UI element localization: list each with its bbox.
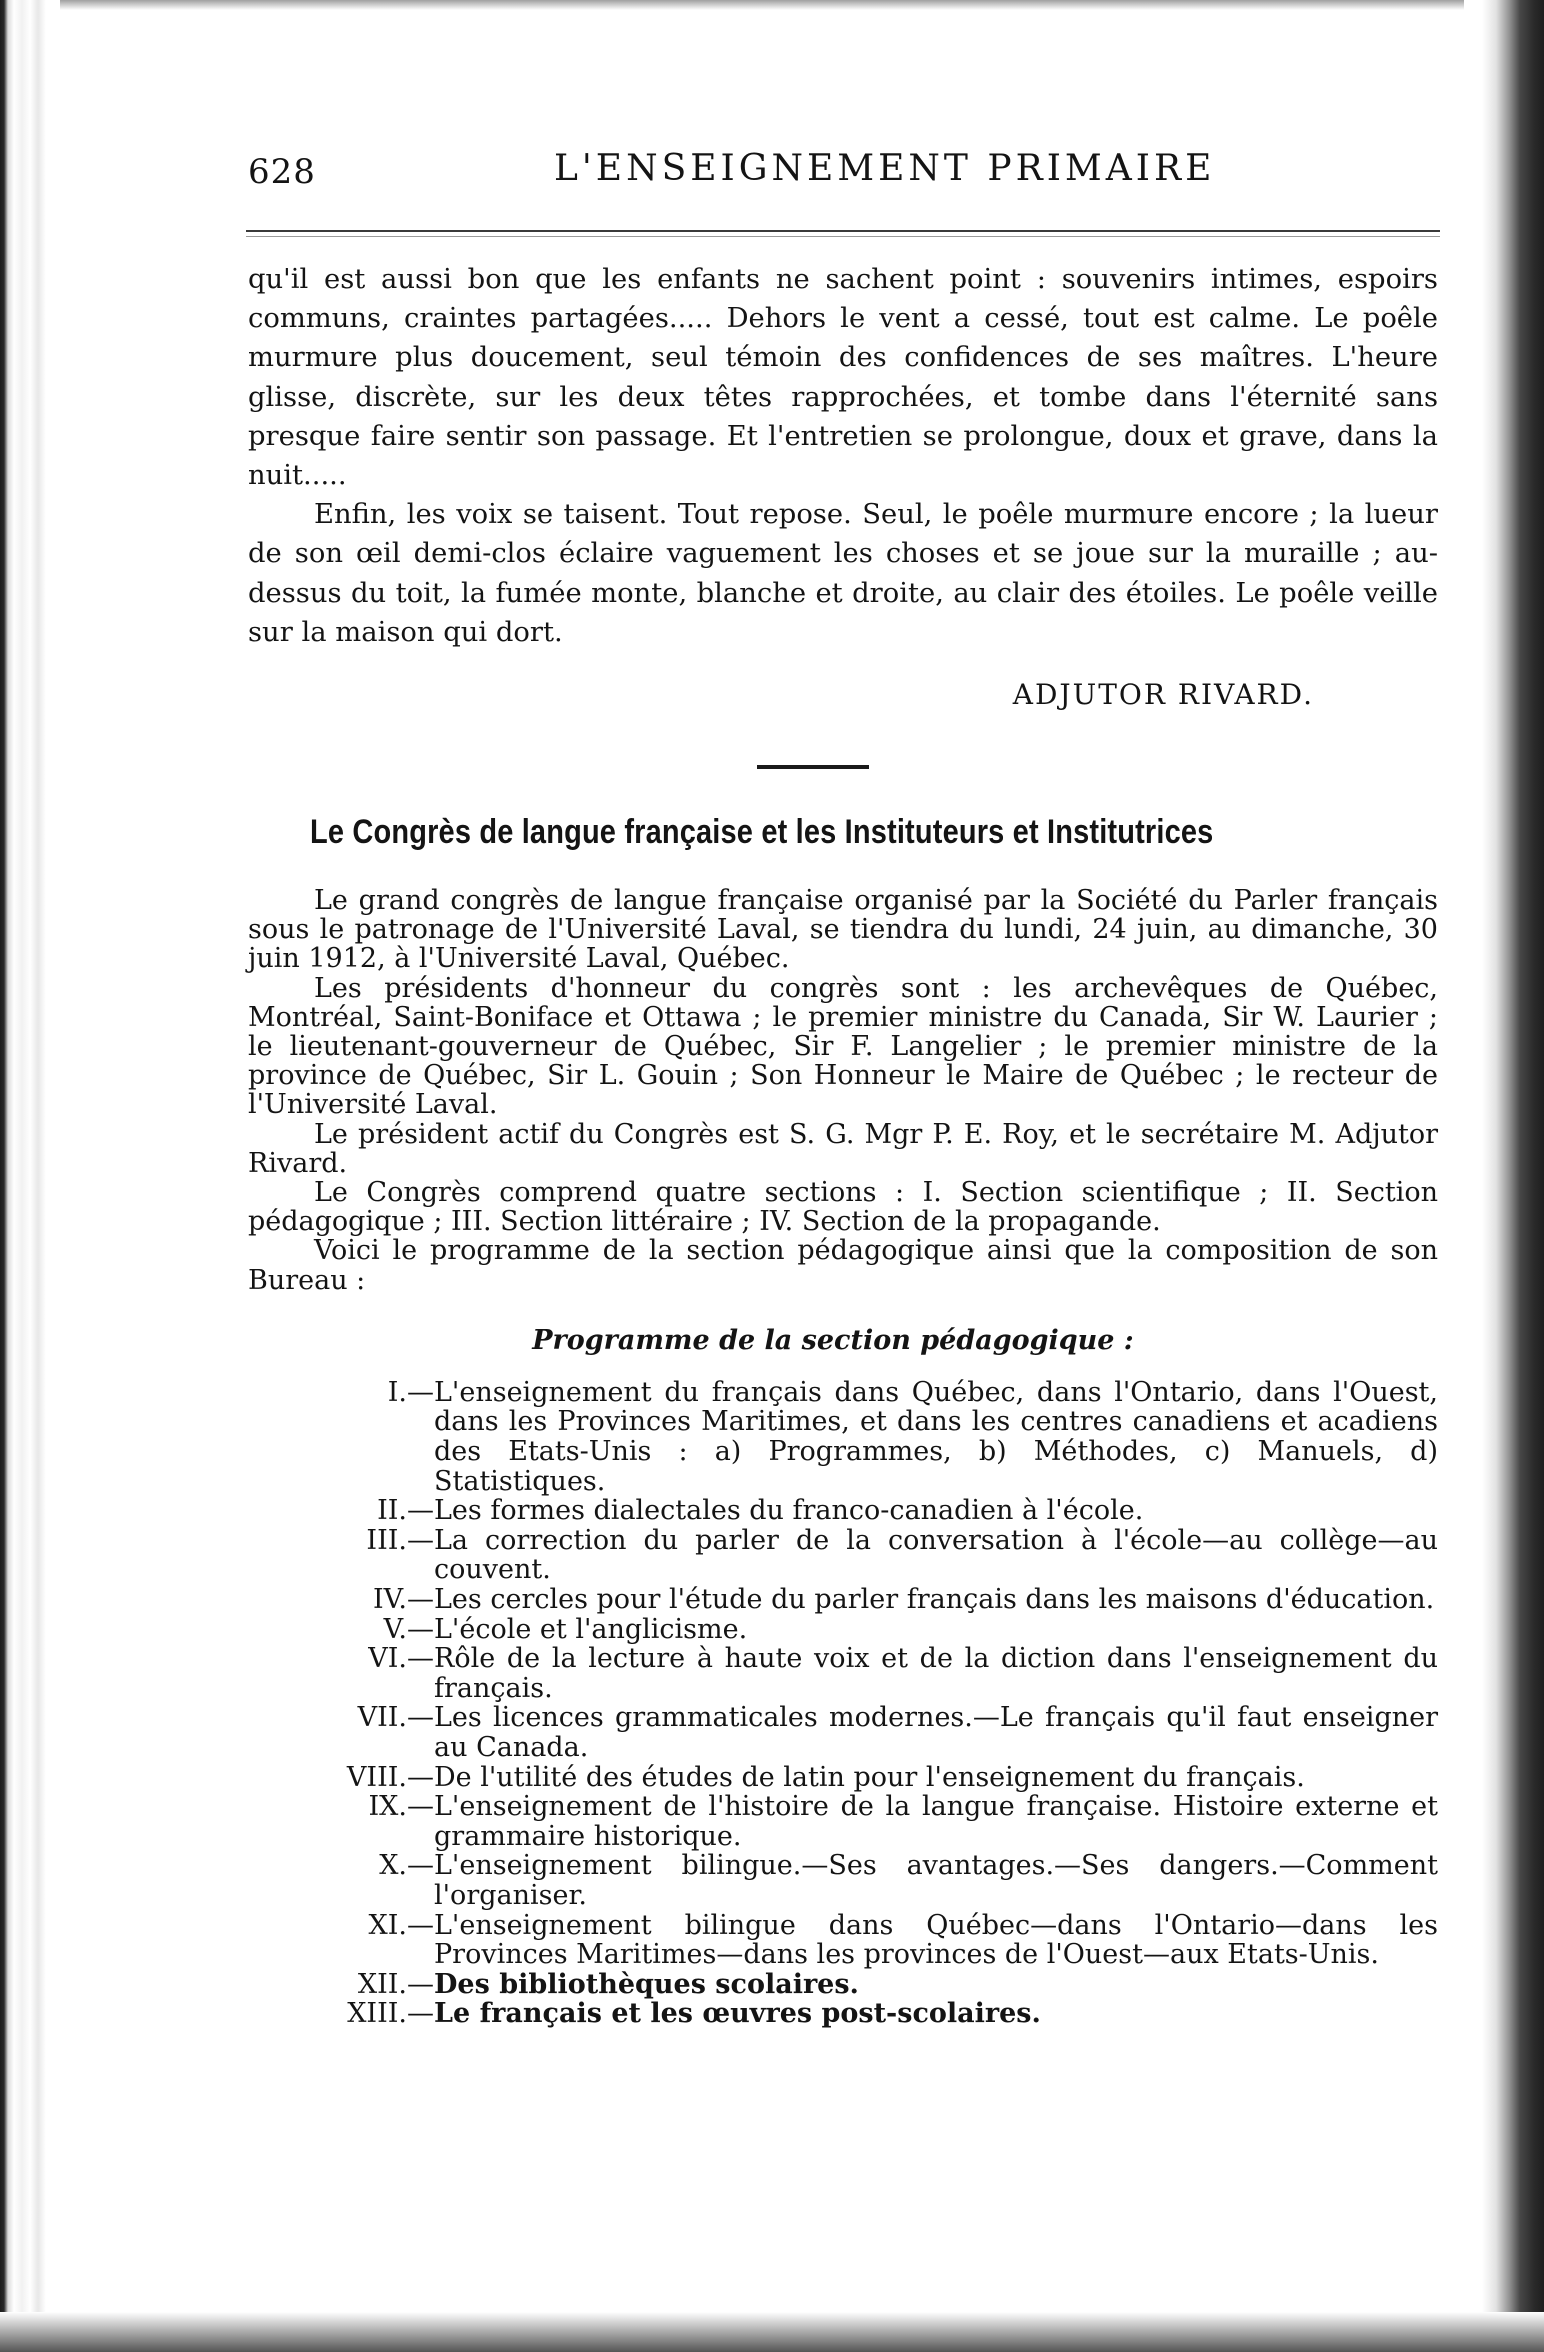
section-title: Le Congrès de langue française et les Instituteurs et Institutrices — [310, 813, 1214, 852]
program-item — [248, 1585, 1438, 1615]
program-heading: Programme de la section pédagogique : — [532, 1324, 1134, 1356]
program-item — [248, 1970, 1438, 2000]
page-number: 628 — [248, 152, 316, 192]
section-paragraph: Voici le programme de la section pédagogique ainsi que la composition de son Bureau : — [248, 1235, 1438, 1296]
page-edge-left — [0, 0, 60, 2352]
page-edge-right — [1464, 0, 1544, 2352]
program-item-text: Le français et les œuvres post-scolaires. — [434, 1998, 1041, 2030]
program-item-text: La correction du parler de la conversation à l'école—au collège—au couvent. — [434, 1524, 1438, 1586]
program-item-number: III.— — [366, 1524, 434, 1556]
section-paragraph: Le Congrès comprend quatre sections : I. Section scientifique ; II. Section pédagogique ; III. Section littéraire ; IV. Section de la propagande. — [248, 1177, 1438, 1238]
program-item — [248, 1644, 1438, 1703]
program-item-text: De l'utilité des études de latin pour l'enseignement du français. — [434, 1761, 1305, 1793]
program-item-number: I.— — [387, 1376, 434, 1408]
program-item — [248, 1378, 1438, 1496]
program-item-number: VIII.— — [346, 1761, 434, 1793]
program-item — [248, 1911, 1438, 1970]
program-item-number: XII.— — [357, 1968, 434, 2000]
program-item-number: V.— — [383, 1613, 434, 1645]
program-item-number: VII.— — [357, 1702, 434, 1734]
program-item-text: Rôle de la lecture à haute voix et de la diction dans l'enseignement du français. — [434, 1643, 1438, 1704]
program-item-number: XIII.— — [347, 1998, 434, 2030]
program-item-number: XI.— — [368, 1909, 434, 1941]
program-item-text: L'école et l'anglicisme. — [434, 1613, 748, 1645]
program-item — [248, 1851, 1438, 1910]
running-title: L'ENSEIGNEMENT PRIMAIRE — [554, 148, 1216, 189]
program-item-number: IX.— — [368, 1791, 434, 1823]
article-ending — [248, 260, 1438, 652]
program-item-number: II.— — [377, 1495, 434, 1527]
section-paragraph: Les présidents d'honneur du congrès sont : les archevêques de Québec, Montréal, Saint-Boniface et Ottawa ; le premier ministre du Canada, Sir W. Laurier ; le lieutenant-gouverneur de Québec, Sir F. Langelier ; le premier ministre de la province de Québec, Sir L. Gouin ; Son Honneur le Maire de Québec ; le recteur de l'Université Laval. — [248, 972, 1438, 1121]
section-body — [248, 886, 1438, 1295]
program-item — [248, 1792, 1438, 1851]
article-paragraph: Enfin, les voix se taisent. Tout repose. Seul, le poêle murmure encore ; la lueur de son œil demi-clos éclaire vaguement les choses et se joue sur la muraille ; au-dessus du toit, la fumée monte, blanche et droite, au clair des étoiles. Le poêle veille sur la maison qui dort. — [248, 499, 1438, 648]
program-item-text: Les licences grammaticales modernes.—Le français qu'il faut enseigner au Canada. — [434, 1702, 1438, 1763]
article-paragraph: qu'il est aussi bon que les enfants ne sachent point : souvenirs intimes, espoirs communs, craintes partagées..... Dehors le vent a cessé, tout est calme. Le poêle murmure plus doucement, seul témoin des confidences de ses maîtres. L'heure glisse, discrète, sur les deux têtes rapprochées, et tombe dans l'éternité sans presque faire sentir son passage. Et l'entretien se prolongue, doux et grave, dans la nuit..... — [248, 264, 1438, 492]
author-signature: ADJUTOR RIVARD. — [1012, 678, 1314, 712]
program-item — [248, 1615, 1438, 1645]
program-item-text: Les cercles pour l'étude du parler français dans les maisons d'éducation. — [434, 1584, 1435, 1616]
section-paragraph: Le grand congrès de langue française organisé par la Société du Parler français sous le patronage de l'Université Laval, se tiendra du lundi, 24 juin, au dimanche, 30 juin 1912, à l'Université Laval, Québec. — [248, 885, 1438, 975]
program-item-text: L'enseignement bilingue.—Ses avantages.—Ses dangers.—Comment l'organiser. — [434, 1850, 1438, 1911]
program-item — [248, 1703, 1438, 1762]
program-item-text: L'enseignement du français dans Québec, dans l'Ontario, dans l'Ouest, dans les Provinces Maritimes, et dans les centres canadiens et acadiens des Etats-Unis : a) Programmes, b) Méthodes, c) Manuels, d) Statistiques. — [434, 1376, 1438, 1497]
program-item-text: Les formes dialectales du franco-canadien à l'école. — [434, 1495, 1144, 1527]
program-item-number: VI.— — [368, 1643, 434, 1675]
program-list — [248, 1378, 1438, 2029]
program-item-number: IV.— — [372, 1584, 434, 1616]
program-item — [248, 1763, 1438, 1793]
page-edge-bottom — [0, 2312, 1544, 2352]
program-item-text: Des bibliothèques scolaires. — [434, 1968, 859, 2000]
header-rule-thin — [246, 236, 1440, 237]
program-item — [248, 1526, 1438, 1585]
program-item-number: X.— — [379, 1850, 434, 1882]
program-item — [248, 1496, 1438, 1526]
program-item-text: L'enseignement de l'histoire de la langue française. Histoire externe et grammaire historique. — [434, 1791, 1438, 1852]
page-content — [248, 120, 1438, 2029]
header-rule — [246, 230, 1440, 232]
running-head — [248, 120, 1438, 230]
page-edge-top — [0, 0, 1544, 10]
section-paragraph: Le président actif du Congrès est S. G. Mgr P. E. Roy, et le secrétaire M. Adjutor Rivard. — [248, 1118, 1438, 1179]
program-item-text: L'enseignement bilingue dans Québec—dans l'Ontario—dans les Provinces Maritimes—dans les provinces de l'Ouest—aux Etats-Unis. — [434, 1909, 1438, 1971]
program-item — [248, 1999, 1438, 2029]
section-separator — [757, 765, 869, 769]
